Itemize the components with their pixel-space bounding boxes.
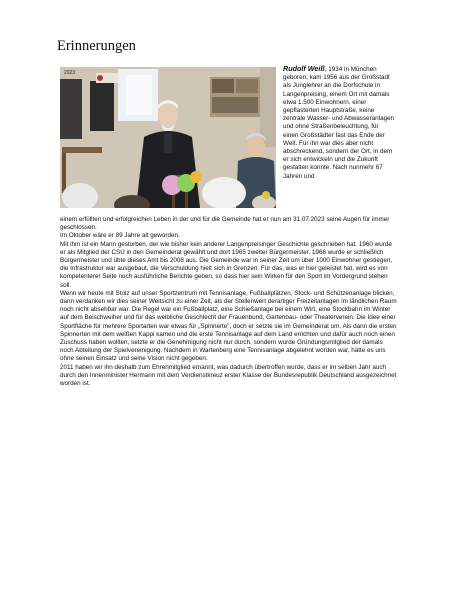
page-title: Erinnerungen xyxy=(57,38,136,54)
intro-column xyxy=(283,65,395,181)
paragraph: Wenn wir heute mit Stolz auf unser Sportzentrum mit Tennisanlage, Fußballplätzen, Stock- und Schützenanlage blicken, dann verdanken wir dies seiner Weitsicht zu einer Zeit, als der Stellenwert derartiger Freizeitanlagen im ländlichen Raum noch nicht absehbar war. Die Regel war ein Fußballplatz, eine Schießanlage bei einem Wirt, eine Stockbahn im Winter auf dem Beischweiher und für das weibliche Geschlecht der Frauenbund, Gartenbau- oder Theaterverein. Die Idee einer Sportfläche für mehrere Sportarten war etwas für „Spinnerte", doch er setzte sie im Gemeinderat um. Als dann die ersten Spinnerten mit dem weißen Kappi kamen und die erste Tennisanlage auf dem Land errichten und dafür auch noch einen Zuschuss haben wollten, setzte er die Genehmigung nicht nur durch, sondern wurde Gründungsmitglied der damals noch Abteilung der Spielvereinigung. Nachdem in Wartenberg eine Tennisanlage abgelehnt worden war, hätte es uns ohne seinen Einsatz und seine Vision nicht gegeben. xyxy=(60,289,397,363)
intro-continuation: einem erfüllten und erfolgreichen Leben in der und für die Gemeinde hat er nun am 31.07.2023 seine Augen für immer geschlossen. xyxy=(60,216,390,232)
article-body xyxy=(60,216,398,388)
photo-scene xyxy=(60,67,276,208)
paragraph: 2011 haben wir ihn deshalb zum Ehrenmitglied ernannt, was dadurch übertroffen wurde, dass er im selben Jahr auch durch den Innenminister Hermann mit dem Verdienstkreuz erster Klasse der Bundesrepublik Deutschland ausgezeichnet worden ist. xyxy=(60,363,397,388)
person-name: Rudolf Weiß xyxy=(283,64,325,73)
intro-text: , 1934 in München geboren, kam 1956 aus der Großstadt als Junglehrer an die Dorfschule in Langenpreising, einem Ort mit damals etwa 1.500 Einwohnern, einer gepflasterten Hauptstraße, keine zentrale Wasser- und Abwasseranlagen und ohne Straßenbeleuchtung, für einen Großstädter fast das Ende der Welt. Für ihn war dies aber nicht abschreckend, sondern der Ort, in dem er sich entwickeln und die Zukunft gestalten konnte. Nach nunmehr 67 Jahren und xyxy=(283,66,395,180)
paragraph: Mit ihm ist ein Mann gestorben, der wie bisher kein anderer Langenpreisinger Geschichte geschrieben hat. 1960 wurde er als Mitglied der CSU in den Gemeinderat gewählt und dort 1965 zweiter Bürgermeister. 1966 wurde er schließlich Bürgermeister und übte dieses Amt bis 2008 aus. Die Gemeinde war in seiner Zeit um über 1000 Einwohner gestiegen, die Infrastruktur war ausgebaut, die Verschuldung hielt sich in Grenzen. Für das, was er hier geleistet hat, wird es von kompetenterer Seite noch ausführliche Berichte geben, so dass hier sein Wirken für den Sport im Vordergrund stehen soll. xyxy=(60,240,393,289)
memorial-photo xyxy=(60,67,276,208)
paragraph: Im Oktober wäre er 89 Jahre alt geworden. xyxy=(60,232,180,240)
photo-year: 2023 xyxy=(64,70,76,76)
